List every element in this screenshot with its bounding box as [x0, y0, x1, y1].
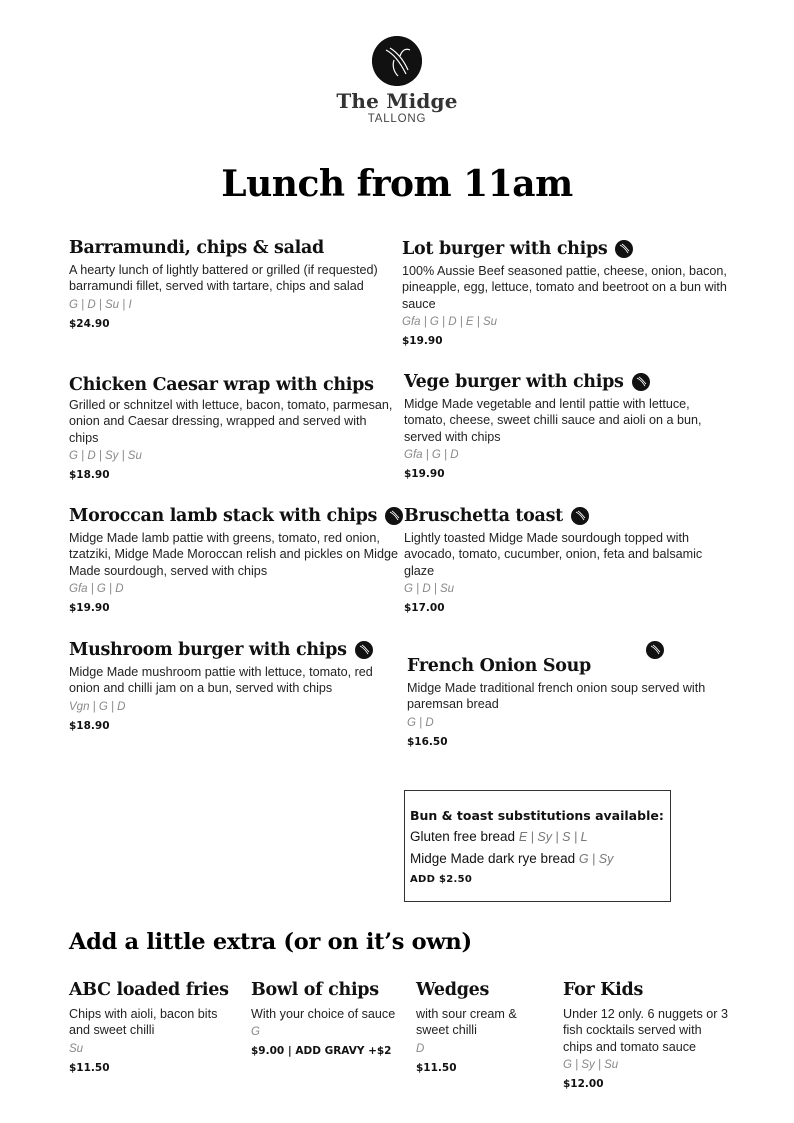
substitution-line — [410, 826, 670, 848]
extra-desc: with sour cream & sweet chilli — [416, 1007, 517, 1038]
menu-item-desc: Midge Made vegetable and lentil pattie with lettuce, tomato, cheese, sweet chilli sauce and aioli on a bun, served with chips — [404, 397, 702, 444]
leaf-circle-icon — [571, 507, 589, 525]
menu-item-price: $18.90 — [69, 468, 110, 481]
extra-price: $11.50 — [69, 1061, 110, 1074]
menu-item-tags: Gfa | G | D | E | Su — [402, 315, 498, 328]
menu-item — [404, 370, 734, 483]
menu-item-price: $19.90 — [404, 467, 445, 480]
substitutions-box — [404, 790, 671, 902]
substitution-label: Gluten free bread — [410, 829, 516, 844]
extra-price: $12.00 — [563, 1077, 604, 1090]
extra-tags: D — [416, 1042, 425, 1055]
substitution-price: ADD $2.50 — [410, 874, 473, 885]
brand-location: TALLONG — [367, 113, 427, 125]
menu-item-tags: G | D — [407, 716, 434, 729]
menu-item-tags: Gfa | G | D — [69, 582, 124, 595]
extra-price: $9.00 | ADD GRAVY +$2 — [251, 1045, 392, 1058]
leaf-circle-icon — [385, 507, 403, 525]
menu-item-tags: G | D | Su — [404, 582, 455, 595]
menu-item-desc: Midge Made traditional french onion soup served with paremsan bread — [407, 681, 706, 712]
extra-title: For Kids — [563, 980, 643, 1000]
menu-item-price: $19.90 — [69, 601, 110, 614]
menu-item-title: Vege burger with chips — [404, 370, 734, 394]
menu-item-price: $16.50 — [407, 735, 448, 748]
extra-desc: With your choice of sauce — [251, 1007, 396, 1021]
menu-item-title: French Onion Soup — [407, 656, 591, 676]
brand-logo — [0, 36, 794, 126]
menu-item-desc: Grilled or schnitzel with lettuce, bacon, tomato, parmesan, onion and Caesar dressing, wrapped and served with chips — [69, 398, 393, 445]
extra-item — [563, 976, 733, 1093]
menu-item-title: Lot burger with chips — [402, 237, 732, 261]
menu-item — [402, 237, 732, 350]
menu-item-title: Barramundi, chips & salad — [69, 238, 324, 258]
menu-item — [69, 504, 399, 617]
menu-item-price: $19.90 — [402, 334, 443, 347]
extra-tags: G — [251, 1026, 260, 1039]
leaf-circle-icon — [632, 373, 650, 391]
menu-item-price: $17.00 — [404, 601, 445, 614]
extra-tags: Su — [69, 1042, 84, 1055]
menu-item-desc: 100% Aussie Beef seasoned pattie, cheese, onion, bacon, pineapple, egg, lettuce, tomato and beetroot on a bun with sauce — [402, 264, 727, 311]
menu-item — [69, 373, 399, 484]
menu-item-tags: Vgn | G | D — [69, 700, 126, 713]
menu-item-title: Mushroom burger with chips — [69, 638, 399, 662]
menu-item — [69, 638, 399, 735]
extra-title: ABC loaded fries — [69, 980, 229, 1000]
extra-desc: Chips with aioli, bacon bits and sweet chilli — [69, 1007, 218, 1038]
extra-item — [251, 976, 401, 1060]
menu-item-desc: A hearty lunch of lightly battered or grilled (if requested) barramundi fillet, served with tartare, chips and salad — [69, 263, 378, 294]
menu-item-tags: G | D | Sy | Su — [69, 449, 142, 462]
menu-item — [404, 504, 734, 617]
extra-item — [416, 976, 541, 1077]
menu-item — [407, 654, 737, 751]
extra-title: Bowl of chips — [251, 980, 379, 1000]
extra-title: Wedges — [416, 980, 490, 1000]
feather-leaf-logo-icon — [372, 36, 422, 86]
extras-heading: Add a little extra (or on it’s own) — [69, 929, 472, 955]
extra-price: $11.50 — [416, 1061, 457, 1074]
menu-item-price: $18.90 — [69, 719, 110, 732]
menu-item-price: $24.90 — [69, 317, 110, 330]
extra-item — [69, 976, 234, 1077]
substitution-line — [410, 848, 670, 870]
page-title: Lunch from 11am — [221, 163, 573, 205]
menu-item-tags: Gfa | G | D — [404, 448, 459, 461]
extra-tags: G | Sy | Su — [563, 1058, 619, 1071]
menu-item-title: Chicken Caesar wrap with chips — [69, 375, 374, 395]
menu-item — [69, 236, 399, 333]
menu-item-title: Moroccan lamb stack with chips — [69, 504, 399, 528]
substitution-label: Midge Made dark rye bread — [410, 851, 576, 866]
substitution-tags: E | Sy | S | L — [518, 830, 588, 844]
leaf-circle-icon — [615, 240, 633, 258]
menu-item-desc: Midge Made lamb pattie with greens, tomato, red onion, tzatziki, Midge Made Moroccan relish and pickles on Midge Made sourdough, served with chips — [69, 531, 398, 578]
menu-item-title: Bruschetta toast — [404, 504, 734, 528]
menu-item-desc: Midge Made mushroom pattie with lettuce, tomato, red onion and chilli jam on a bun, served with chips — [69, 665, 373, 696]
brand-name: The Midge — [336, 89, 458, 113]
menu-item-desc: Lightly toasted Midge Made sourdough topped with avocado, tomato, cucumber, onion, feta and balsamic glaze — [404, 531, 703, 578]
menu-item-tags: G | D | Su | I — [69, 298, 132, 311]
substitutions-title: Bun & toast substitutions available: — [410, 808, 664, 823]
substitution-tags: G | Sy — [578, 852, 614, 866]
leaf-circle-icon — [355, 641, 373, 659]
extra-desc: Under 12 only. 6 nuggets or 3 fish cocktails served with chips and tomato sauce — [563, 1007, 728, 1054]
